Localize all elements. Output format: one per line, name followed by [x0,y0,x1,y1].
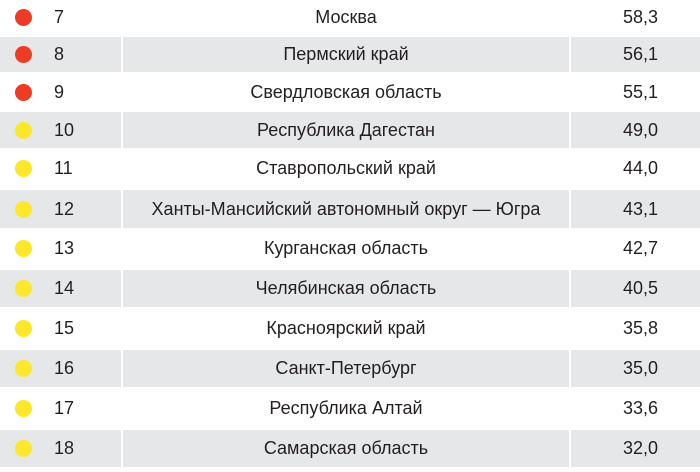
column-divider [569,230,571,267]
table-row [0,390,700,427]
column-divider [569,350,571,387]
status-dot-icon [15,9,32,26]
region-cell: Республика Дагестан [257,119,435,140]
column-divider [569,37,571,72]
table-row [0,270,700,307]
table-row [0,430,700,467]
value-cell: 42,7 [622,238,658,258]
region-cell: Республика Алтай [269,398,423,418]
table-row [0,150,700,186]
status-dot-icon [15,280,32,297]
column-divider [121,37,123,72]
column-divider [569,270,571,307]
column-divider [569,310,571,347]
status-dot-icon [15,160,32,177]
table-row [0,112,700,148]
table-row [0,75,700,110]
column-divider [569,190,571,228]
region-cell: Ставропольский край [256,157,436,178]
status-dot-icon [15,46,32,63]
value-cell: 33,6 [622,398,658,418]
region-cell: Пермский край [283,44,409,64]
column-divider [121,190,123,228]
column-divider [121,350,123,387]
status-dot-icon [15,240,32,257]
status-dot-icon [15,360,32,377]
column-divider [569,390,571,427]
column-divider [569,112,571,148]
value-cell: 55,1 [622,82,658,102]
status-dot-icon [15,84,32,101]
rank-cell: 8 [54,44,65,64]
column-divider [121,150,123,186]
rank-cell: 18 [54,438,75,458]
region-cell: Санкт-Петербург [275,358,417,378]
rank-cell: 11 [54,157,73,178]
column-divider [121,270,123,307]
region-cell: Курганская область [263,238,429,258]
rank-cell: 7 [54,6,65,27]
column-divider [121,75,123,110]
value-cell: 35,0 [622,358,658,378]
status-dot-icon [15,122,32,139]
rank-cell: 14 [54,278,75,298]
column-divider [121,430,123,467]
value-cell: 44,0 [622,157,658,178]
column-divider [121,112,123,148]
table-row [0,0,700,34]
status-dot-icon [15,400,32,417]
table-row [0,190,700,228]
table-row [0,37,700,72]
status-dot-icon [15,320,32,337]
value-cell: 58,3 [622,6,658,27]
value-cell: 35,8 [622,318,658,338]
table-row [0,350,700,387]
region-cell: Самарская область [263,438,429,458]
rank-cell: 10 [54,119,75,140]
column-divider [121,390,123,427]
region-cell: Ханты-Мансийский автономный округ — Югра [151,198,541,219]
value-cell: 43,1 [622,198,658,219]
column-divider [121,0,123,34]
region-cell: Челябинская область [255,278,437,298]
column-divider [121,310,123,347]
region-cell: Красноярский край [266,318,426,338]
column-divider [569,430,571,467]
column-divider [121,230,123,267]
rank-cell: 13 [54,238,75,258]
rank-cell: 17 [54,398,75,418]
table-row [0,310,700,347]
value-cell: 56,1 [622,44,658,64]
column-divider [569,150,571,186]
rank-cell: 16 [54,358,75,378]
column-divider [569,75,571,110]
rank-cell: 15 [54,318,75,338]
column-divider [569,0,571,34]
rank-cell: 12 [54,198,75,219]
table-row [0,230,700,267]
status-dot-icon [15,440,32,457]
value-cell: 32,0 [622,438,658,458]
region-cell: Свердловская область [250,82,442,102]
value-cell: 49,0 [622,119,658,140]
status-dot-icon [15,201,32,218]
value-cell: 40,5 [622,278,658,298]
region-cell: Москва [315,6,377,27]
rank-cell: 9 [54,82,65,102]
